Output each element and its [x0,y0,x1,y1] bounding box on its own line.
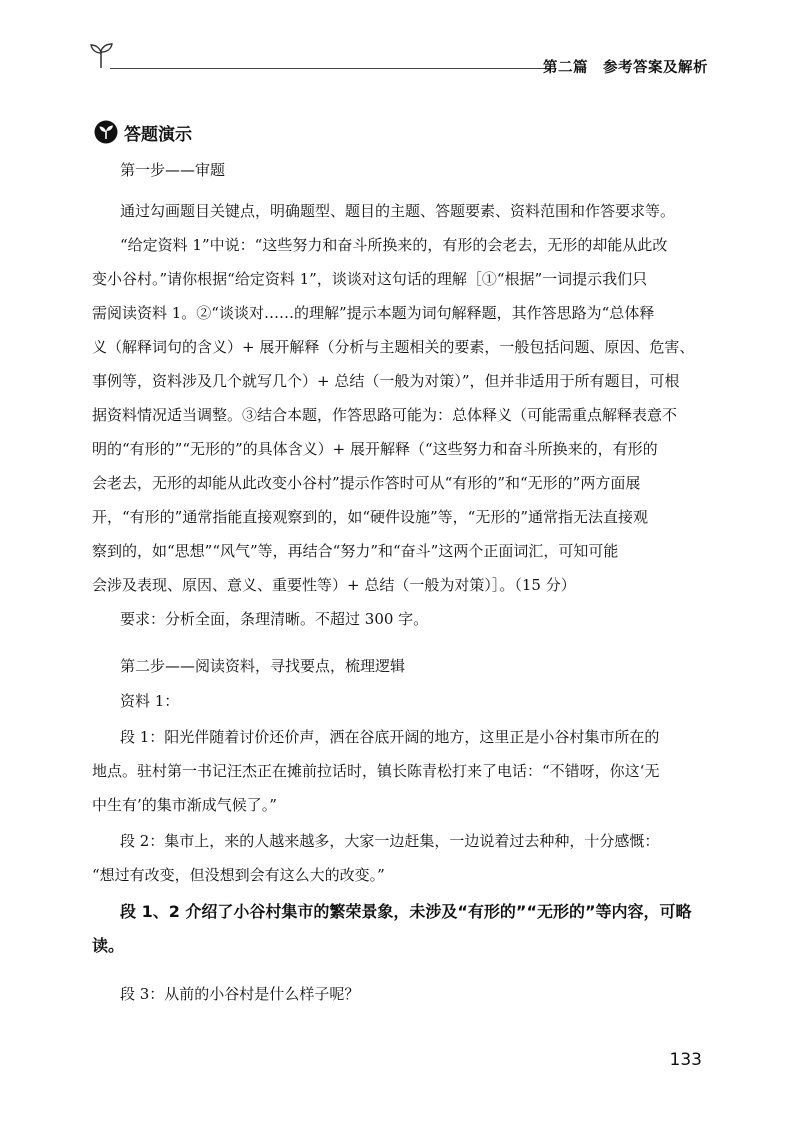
step1-line: 变小谷村。”请你根据“给定资料 1”，谈谈对这句话的理解［①“根据”一词提示我们只 [92,270,648,288]
paragraph-line: 段 2：集市上，来的人越来越多，大家一边赶集，一边说着过去种种，十分感慨： [120,832,660,850]
step1-line: 明的“有形的”“无形的”的具体含义）+ 展开解释（“这些努力和奋斗所换来的，有形的 [92,440,658,458]
paragraph-line: 中生有’的集市渐成气候了。” [92,796,277,814]
paragraph-line: 段 3：从前的小谷村是什么样子呢？ [120,985,360,1003]
analysis-note: 段 1、2 介绍了小谷村集市的繁荣景象，未涉及“有形的”“无形的”等内容，可略 [120,902,692,921]
step1-line: “给定资料 1”中说：“这些努力和奋斗所换来的，有形的会老去，无形的却能从此改 [120,236,668,254]
step1-line: 义（解释词句的含义）+ 展开解释（分析与主题相关的要素，一般包括问题、原因、危害、 [92,338,695,356]
sprout-circle-icon [94,120,118,144]
step1-title: 第一步——审题 [120,161,226,179]
step1-line: 会涉及表现、原因、意义、重要性等）+ 总结（一般为对策）］。（15 分） [92,576,576,594]
paragraph-line: 段 1：阳光伴随着讨价还价声，洒在谷底开阔的地方，这里正是小谷村集市所在的 [120,728,660,746]
step1-line: 通过勾画题目关键点，明确题型、题目的主题、答题要素、资料范围和作答要求等。 [120,202,676,220]
step1-line: 事例等，资料涉及几个就写几个）+ 总结（一般为对策）”，但并非适用于所有题目，可根 [92,372,680,390]
page-header [88,40,708,80]
section-title: 答题演示 [124,125,192,145]
step1-line: 据资料情况适当调整。③结合本题，作答思路可能为：总体释义（可能需重点解释表意不 [92,406,678,424]
step1-line: 察到的，如“思想”“风气”等，再结合“努力”和“奋斗”这两个正面词汇，可知可能 [92,542,619,560]
step2-title: 第二步——阅读资料，寻找要点，梳理逻辑 [120,657,406,675]
page-number: 133 [669,1050,702,1070]
paragraph-line: 地点。驻村第一书记汪杰正在摊前拉话时，镇长陈青松打来了电话：“不错呀，你这‘无 [92,762,660,780]
step1-line: 开，“有形的”通常指能直接观察到的，如“硬件设施”等，“无形的”通常指无法直接观 [92,508,649,526]
paragraph-line: “想过有改变，但没想到会有这么大的改变。” [92,866,385,884]
header-rule [110,68,550,69]
requirement: 要求：分析全面，条理清晰。不超过 300 字。 [120,610,429,628]
material-label: 资料 1： [120,692,180,710]
sprout-icon [88,40,114,70]
analysis-note: 读。 [92,936,125,955]
step1-line: 需阅读资料 1。②“谈谈对……的理解”提示本题为词句解释题，其作答思路为“总体释 [92,304,655,322]
running-head: 第二篇 参考答案及解析 [543,60,708,76]
step1-line: 会老去，无形的却能从此改变小谷村”提示作答时可从“有形的”和“无形的”两方面展 [92,474,641,492]
